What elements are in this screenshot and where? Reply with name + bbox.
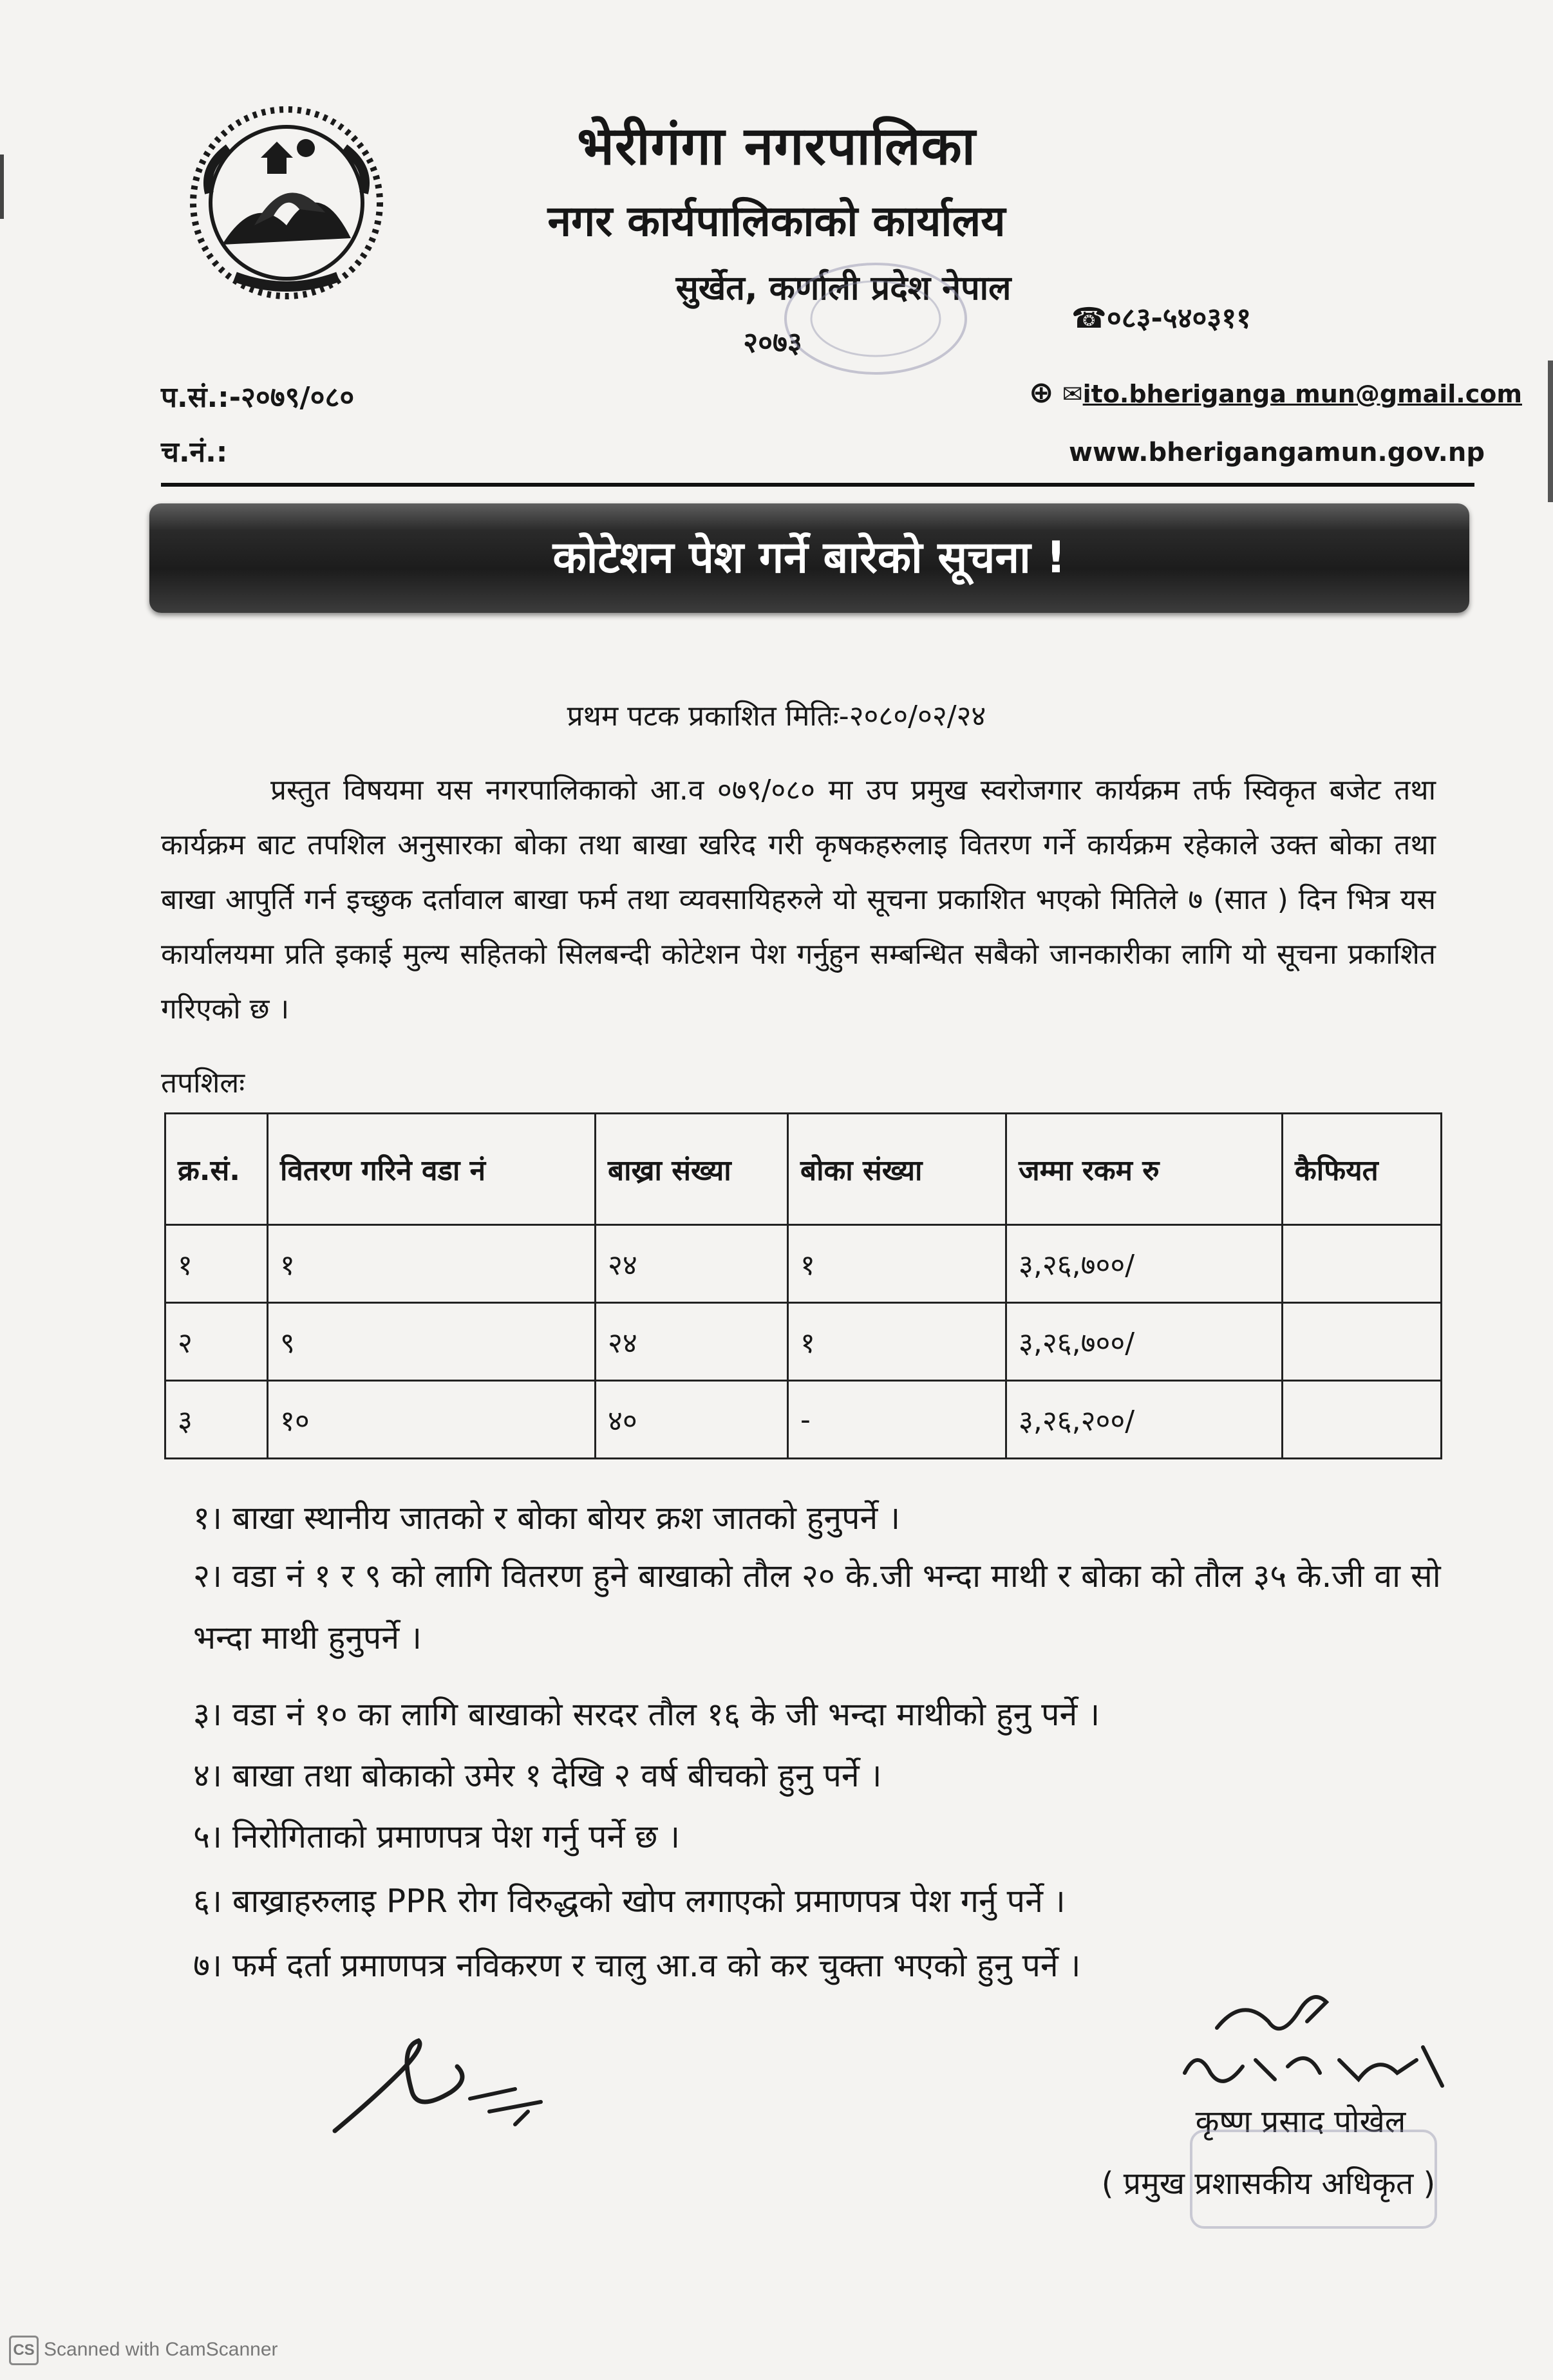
cell-ward: १ [268, 1225, 596, 1303]
col-header-total-amount: जम्मा रकम रु [1006, 1114, 1283, 1225]
col-header-buck-count: बोका संख्या [788, 1114, 1006, 1225]
condition-item: ६। बाख्राहरुलाइ PPR रोग विरुद्धको खोप लगाएको प्रमाणपत्र पेश गर्नु पर्ने । [193, 1882, 1066, 1920]
col-header-serial: क्र.सं. [165, 1114, 268, 1225]
cell-buck-count: १ [788, 1225, 1006, 1303]
table-header-row [165, 1114, 1442, 1225]
cell-remarks [1283, 1381, 1442, 1459]
header-divider [161, 483, 1474, 487]
globe-icon: ⊕ [1029, 375, 1054, 409]
table-row [165, 1225, 1442, 1303]
camscanner-logo-icon: CS [9, 2336, 39, 2365]
notice-body: प्रस्तुत विषयमा यस नगरपालिकाको आ.व ०७९/०८० मा उप प्रमुख स्वरोजगार कार्यक्रम तर्फ स्विकृत बजेट तथा कार्यक्रम बाट तपशिल अनुसारका बोका तथा बाखा खरिद गरी कृषकहरुलाइ वितरण गर्ने कार्यक्रम रहेकाले उक्त बोका तथा बाखा आपुर्ति गर्न इच्छुक दर्तावाल बाखा फर्म तथा व्यवसायिहरुले यो सूचना प्रकाशित भएको मितिले ७ (सात ) दिन भित्र यस कार्यालयमा प्रति इकाई मुल्य सहितको सिलबन्दी कोटेशन पेश गर्नुहुन सम्बन्धित सबैको जानकारीका लागि यो सूचना प्रकाशित गरिएको छ । [161, 774, 1436, 1026]
condition-item: २। वडा नं १ र ९ को लागि वितरण हुने बाखाको तौल २० के.जी भन्दा माथी र बोका को तौल ३५ के.जी वा सो भन्दा माथी हुनुपर्ने । [193, 1557, 1441, 1656]
established-year: २०७३ [743, 326, 802, 359]
cell-goat-count: २४ [596, 1303, 788, 1381]
officer-stamp-icon [1185, 2124, 1442, 2234]
envelope-icon: ✉ [1062, 380, 1083, 408]
email-address[interactable]: ⊕ ✉ito.bheriganga mun@gmail.com [1029, 375, 1522, 409]
table-row [165, 1381, 1442, 1459]
cell-serial: १ [165, 1225, 268, 1303]
cell-goat-count: ४० [596, 1381, 788, 1459]
cell-total-amount: ३,२६,७००/ [1006, 1303, 1283, 1381]
signatory-designation: ( प्रमुख प्रशासकीय अधिकृत ) [1101, 2166, 1436, 2202]
signatory-name: कृष्ण प्रसाद पोखेल [1195, 2104, 1406, 2140]
col-header-ward: वितरण गरिने वडा नं [268, 1114, 596, 1225]
cell-buck-count: - [788, 1381, 1006, 1459]
cell-ward: ९ [268, 1303, 596, 1381]
scanner-watermark: CS Scanned with CamScanner [9, 2336, 278, 2365]
condition-item: ४। बाखा तथा बोकाको उमेर १ देखि २ वर्ष बीचको हुनु पर्ने । [193, 1757, 882, 1794]
notice-title-banner: कोटेशन पेश गर्ने बारेको सूचना ! [149, 503, 1469, 613]
phone-number: ☎०८३-५४०३११ [1071, 302, 1251, 335]
website-url[interactable]: www.bherigangamun.gov.np [1069, 438, 1485, 467]
condition-item: ३। वडा नं १० का लागि बाखाको सरदर तौल १६ के जी भन्दा माथीको हुनु पर्ने । [193, 1696, 1100, 1733]
published-date: प्रथम पटक प्रकाशित मितिः-२०८०/०२/२४ [567, 700, 986, 733]
reference-number: प.सं.:-२०७९/०८० [161, 381, 355, 414]
cell-goat-count: २४ [596, 1225, 788, 1303]
table-row [165, 1303, 1442, 1381]
cell-remarks [1283, 1303, 1442, 1381]
condition-item: ५। निरोगिताको प्रमाणपत्र पेश गर्नु पर्ने छ । [193, 1818, 681, 1855]
cell-serial: ३ [165, 1381, 268, 1459]
col-header-goat-count: बाख्रा संख्या [596, 1114, 788, 1225]
scan-edge-mark-right [1548, 361, 1553, 502]
office-name: नगर कार्यपालिकाको कार्यालय [547, 196, 1006, 246]
cell-total-amount: ३,२६,७००/ [1006, 1225, 1283, 1303]
chalan-number: च.नं.: [161, 436, 228, 469]
table-label: तपशिलः [161, 1067, 245, 1100]
condition-item: १। बाखा स्थानीय जातको र बोका बोयर क्रश जातको हुनुपर्ने । [193, 1499, 901, 1537]
cell-remarks [1283, 1225, 1442, 1303]
col-header-remarks: कैफियत [1283, 1114, 1442, 1225]
signature-left-icon [322, 2021, 554, 2144]
cell-buck-count: १ [788, 1303, 1006, 1381]
condition-item: ७। फर्म दर्ता प्रमाणपत्र नविकरण र चालु आ.व को कर चुक्ता भएको हुनु पर्ने । [193, 1947, 1081, 1984]
distribution-table [164, 1112, 1442, 1459]
cell-ward: १० [268, 1381, 596, 1459]
office-address: सुर्खेत, कर्णाली प्रदेश नेपाल [675, 269, 1012, 308]
telephone-icon: ☎ [1071, 302, 1107, 335]
office-stamp-icon [779, 258, 972, 380]
cell-serial: २ [165, 1303, 268, 1381]
org-name: भेरीगंगा नगरपालिका [577, 116, 976, 177]
cell-total-amount: ३,२६,२००/ [1006, 1381, 1283, 1459]
